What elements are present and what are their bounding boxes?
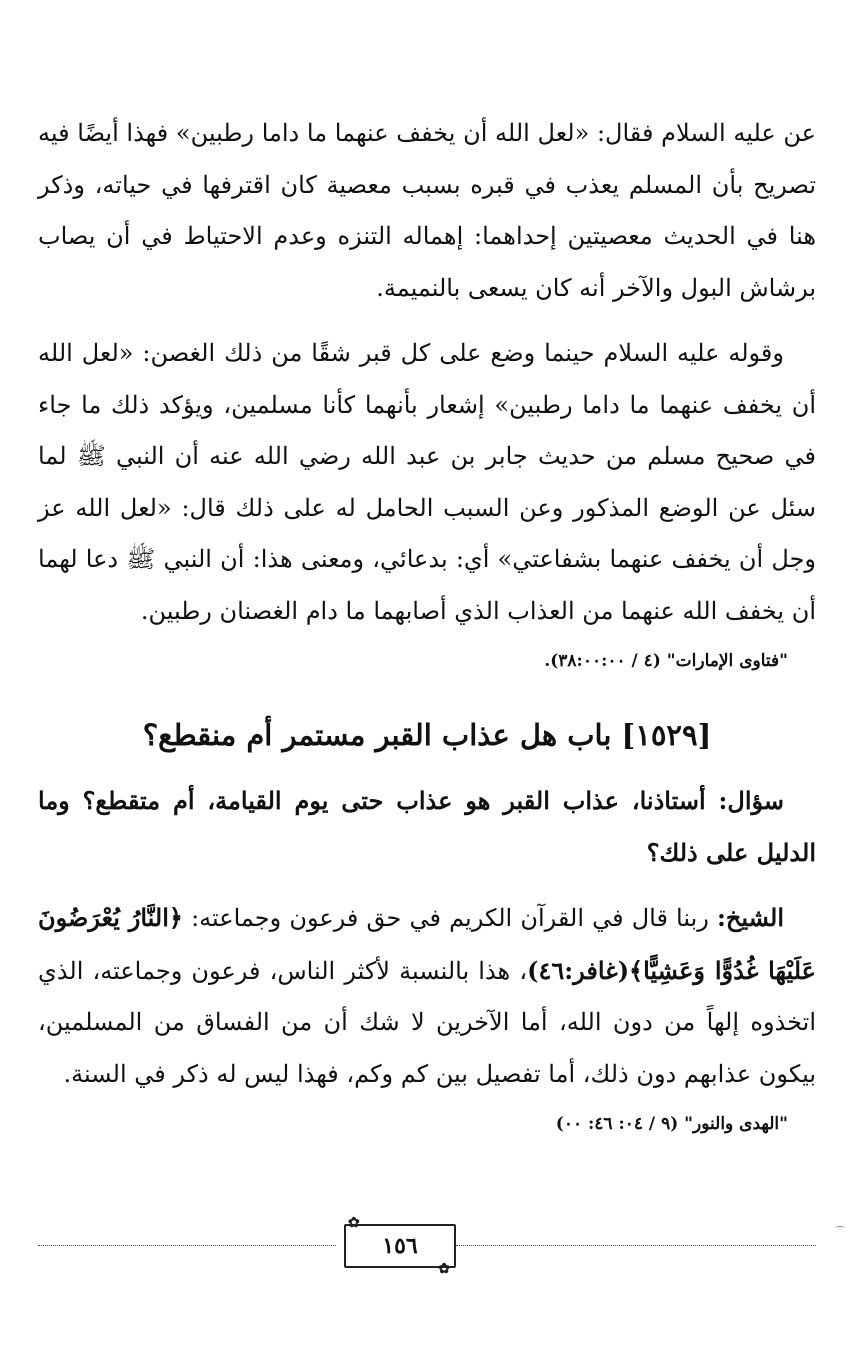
verse-reference: (غافر:٤٦) [527,955,630,985]
footer-rule-left [38,1245,336,1246]
page-number-box [344,1215,456,1277]
quran-verse: ﴿النَّارُ يُعْرَضُونَ عَلَيْهَا غُدُوًّا وَعَشِيًّا﴾ [38,903,817,985]
question-paragraph: سؤال: أستاذنا، عذاب القبر هو عذاب حتى يوم القيامة، أم متقطع؟ وما الدليل على ذلك؟ [38,786,816,867]
answer-rest: ، هذا بالنسبة لأكثر الناس، فرعون وجماعته، الذي اتخذوه إلهاً من دون الله، أما الآخرين لا شك أن من الفساق من المسلمين، بيكون عذابهم دون ذلك، أما تفصيل بين كم وكم، فهذا ليس له ذكر في السنة. [38,956,816,1088]
page-footer [38,1215,816,1277]
answer-paragraph [38,892,816,1100]
page-body [38,108,816,1138]
source-citation-2: "الهدى والنور" (٩ / ٠٤: ٤٦: ٠٠) [555,1114,788,1134]
margin-mark [835,1226,845,1230]
ornament-icon: ✿ [348,1215,362,1231]
section-heading: [١٥٢٩] باب هل عذاب القبر مستمر أم منقطع؟ [142,718,712,752]
paragraph-1: عن عليه السلام فقال: «لعل الله أن يخفف عنهما ما داما رطبين» فهذا أيضًا فيه تصريح بأن المسلم يعذب في قبره بسبب معصية كان اقترفها في حياته، وذكر هنا في الحديث معصيتين إحداهما: إهماله التنزه وعدم الاحتياط في أن يصاب برشاش البول والآخر أنه كان يسعى بالنميمة. [38,119,816,302]
ornament-icon: ✿ [438,1261,452,1277]
answer-intro: ربنا قال في القرآن الكريم في حق فرعون وجماعته: [182,904,718,932]
source-citation-1: "فتاوى الإمارات" (٤ / ٣٨:٠٠:٠٠). [544,651,788,671]
footer-rule-right [456,1245,816,1246]
page-number: ١٥٦ [382,1233,418,1259]
paragraph-2: وقوله عليه السلام حينما وضع على كل قبر شقًا من ذلك الغصن: «لعل الله أن يخفف عنهما ما داما رطبين» إشعار بأنهما كأنا مسلمين، ويؤكد ذلك ما جاء في صحيح مسلم من حديث جابر بن عبد الله رضي الله عنه أن النبي ﷺ لما سئل عن الوضع المذكور وعن السبب الحامل له على ذلك قال: «لعل الله عز وجل أن يخفف عنهما بشفاعتي» أي: بدعائي، ومعنى هذا: أن النبي ﷺ دعا لهما أن يخفف الله عنهما من العذاب الذي أصابهما ما دام الغصنان رطبين. [38,339,817,625]
answer-lead: الشيخ: [717,903,784,932]
